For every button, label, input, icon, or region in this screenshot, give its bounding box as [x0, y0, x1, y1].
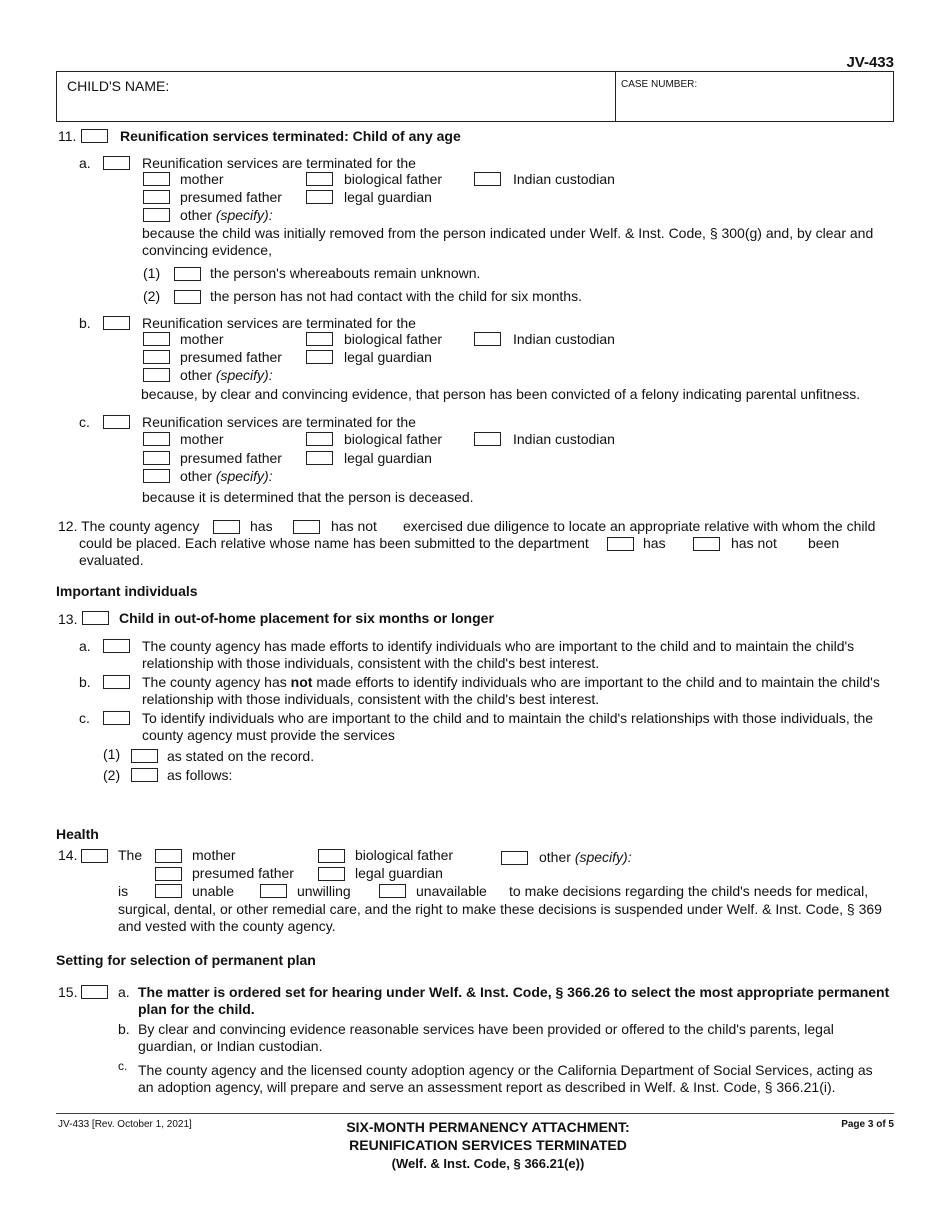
item-11a-legal-guardian-label: legal guardian	[344, 189, 432, 205]
item-11c-indian-custodian-checkbox[interactable]	[474, 432, 501, 446]
item-11b-legal-guardian-checkbox[interactable]	[306, 350, 333, 364]
item-14-mother-label: mother	[192, 847, 236, 863]
item-12-dept-has-checkbox[interactable]	[607, 537, 634, 551]
item-11c-other-checkbox[interactable]	[143, 469, 170, 483]
item-11a-presumed-father-checkbox[interactable]	[143, 190, 170, 204]
item-15c-text: The county agency and the licensed county adoption agency or the California Department of Social Services, acting as an adoption agency, will prepare and serve an assessment report as described in Welf. & Inst. Code, § 366.21(i).	[138, 1062, 873, 1095]
item-11b-indian-custodian-label: Indian custodian	[513, 331, 615, 347]
item-11-number: 11.	[58, 128, 77, 144]
item-15b-letter: b.	[118, 1021, 130, 1037]
item-12-text2: exercised due diligence to locate an appropriate relative with whom the child	[403, 518, 876, 534]
item-11a-letter: a.	[79, 155, 91, 171]
item-11a1-number: (1)	[143, 265, 161, 281]
item-14-text3: and vested with the county agency.	[118, 918, 336, 934]
item-13c2-text: as follows:	[167, 767, 233, 783]
item-11c-intro: Reunification services are terminated for the	[142, 414, 416, 430]
item-12-agency-has-not-checkbox[interactable]	[293, 520, 320, 534]
item-11a-other-label: other (specify):	[180, 207, 273, 223]
item-14-unable-checkbox[interactable]	[155, 884, 182, 898]
item-13-number: 13.	[58, 611, 78, 627]
item-13c2-checkbox[interactable]	[131, 768, 158, 782]
item-12-been: been	[808, 535, 840, 551]
item-14-unwilling-label: unwilling	[297, 883, 351, 899]
footer-title-line3: (Welf. & Inst. Code, § 366.21(e))	[391, 1156, 585, 1171]
item-11a-because: because the child was initially removed from the person indicated under Welf. & Inst. Code, § 300(g) and, by clear and convincing evidence,	[142, 225, 874, 258]
item-11b-other-checkbox[interactable]	[143, 368, 170, 382]
item-12-text3: could be placed. Each relative whose name has been submitted to the department	[79, 535, 589, 551]
item-13b-letter: b.	[79, 674, 91, 690]
footer-revision: JV-433 [Rev. October 1, 2021]	[58, 1119, 192, 1130]
item-13a-checkbox[interactable]	[103, 639, 130, 653]
item-11a2-checkbox[interactable]	[174, 290, 201, 304]
item-11a2-text: the person has not had contact with the child for six months.	[210, 288, 582, 304]
item-11c-presumed-father-checkbox[interactable]	[143, 451, 170, 465]
item-11b-bio-father-checkbox[interactable]	[306, 332, 333, 346]
item-11c-bio-father-checkbox[interactable]	[306, 432, 333, 446]
item-14-text1: to make decisions regarding the child's needs for medical,	[509, 883, 869, 899]
case-number-label: CASE NUMBER:	[621, 79, 698, 90]
item-11a-intro: Reunification services are terminated for the	[142, 155, 416, 171]
footer-page-number: Page 3 of 5	[841, 1119, 894, 1130]
item-15a-letter: a.	[118, 984, 130, 1000]
item-13b-text: The county agency has not made efforts to identify individuals who are important to the child and to maintain the child's relationship with those individuals, consistent with the child's best interest.	[142, 674, 880, 707]
item-11b-presumed-father-label: presumed father	[180, 349, 282, 365]
item-13c1-text: as stated on the record.	[167, 748, 315, 764]
item-11a-indian-custodian-checkbox[interactable]	[474, 172, 501, 186]
item-14-mother-checkbox[interactable]	[155, 849, 182, 863]
item-12-agency-has-label: has	[250, 518, 273, 534]
item-11b-bio-father-label: biological father	[344, 331, 443, 347]
item-11b-legal-guardian-label: legal guardian	[344, 349, 432, 365]
item-11c-other-label: other (specify):	[180, 468, 273, 484]
item-11b-other-label: other (specify):	[180, 367, 273, 383]
item-12-dept-has-not-checkbox[interactable]	[693, 537, 720, 551]
item-12-dept-has-label: has	[643, 535, 666, 551]
item-14-number: 14.	[58, 847, 78, 863]
item-11a-bio-father-label: biological father	[344, 171, 443, 187]
item-12-dept-has-not-label: has not	[731, 535, 777, 551]
item-13a-letter: a.	[79, 638, 91, 654]
item-14-bio-father-checkbox[interactable]	[318, 849, 345, 863]
item-13c-letter: c.	[79, 710, 90, 726]
form-id: JV-433	[846, 54, 894, 71]
item-11c-letter: c.	[79, 414, 90, 430]
footer-rule	[56, 1113, 894, 1114]
important-individuals-heading: Important individuals	[56, 583, 198, 599]
item-11c-bio-father-label: biological father	[344, 431, 443, 447]
item-12-line1: 12. The county agency	[58, 518, 200, 534]
item-11b-letter: b.	[79, 315, 91, 331]
item-13-title: Child in out-of-home placement for six months or longer	[119, 610, 494, 626]
item-11b-checkbox[interactable]	[103, 316, 130, 330]
item-14-unwilling-checkbox[interactable]	[260, 884, 287, 898]
item-14-legal-guardian-label: legal guardian	[355, 865, 443, 881]
item-13c1-checkbox[interactable]	[131, 749, 158, 763]
item-11c-legal-guardian-label: legal guardian	[344, 450, 432, 466]
item-11b-intro: Reunification services are terminated for the	[142, 315, 416, 331]
item-14-unable-label: unable	[192, 883, 235, 899]
item-11a-other-checkbox[interactable]	[143, 208, 170, 222]
item-13c1-number: (1)	[103, 746, 121, 762]
item-11a-checkbox[interactable]	[103, 156, 130, 170]
item-14-presumed-father-checkbox[interactable]	[155, 867, 182, 881]
permanent-plan-heading: Setting for selection of permanent plan	[56, 952, 316, 968]
item-15-checkbox[interactable]	[81, 985, 108, 999]
item-11-checkbox[interactable]	[81, 129, 108, 143]
item-11a-indian-custodian-label: Indian custodian	[513, 171, 615, 187]
item-13c-checkbox[interactable]	[103, 711, 130, 725]
item-15-number: 15.	[58, 984, 78, 1000]
item-15c-letter: c.	[118, 1059, 128, 1073]
item-11-title: Reunification services terminated: Child of any age	[120, 128, 461, 144]
item-11a2-number: (2)	[143, 288, 161, 304]
item-14-legal-guardian-checkbox[interactable]	[318, 867, 345, 881]
item-13a-text: The county agency has made efforts to identify individuals who are important to the child and to maintain the child's relationship with those individuals, consistent with the child's best interest.	[142, 638, 855, 671]
item-14-the: The	[118, 847, 143, 863]
item-11c-presumed-father-label: presumed father	[180, 450, 282, 466]
item-11a-mother-checkbox[interactable]	[143, 172, 170, 186]
item-11c-mother-label: mother	[180, 431, 224, 447]
health-heading: Health	[56, 826, 99, 842]
item-14-text2: surgical, dental, or other remedial care, and the right to make these decisions is suspended under Welf. & Inst. Code, § 369	[118, 901, 882, 917]
item-14-other-checkbox[interactable]	[501, 851, 528, 865]
item-11a1-text: the person's whereabouts remain unknown.	[210, 265, 481, 281]
item-12-evaluated: evaluated.	[79, 552, 144, 568]
item-11a1-checkbox[interactable]	[174, 267, 201, 281]
footer-title-line1: SIX-MONTH PERMANENCY ATTACHMENT:	[346, 1119, 630, 1135]
item-15b-text: By clear and convincing evidence reasonable services have been provided or offered to the child's parents, legal guardian, or Indian custodian.	[138, 1021, 834, 1054]
item-11a-legal-guardian-checkbox[interactable]	[306, 190, 333, 204]
childs-name-label: CHILD'S NAME:	[67, 78, 170, 94]
footer-title-line2: REUNIFICATION SERVICES TERMINATED	[349, 1137, 627, 1153]
item-14-is: is	[118, 883, 129, 899]
item-11a-bio-father-checkbox[interactable]	[306, 172, 333, 186]
item-14-other-label: other (specify):	[539, 849, 632, 865]
item-11c-mother-checkbox[interactable]	[143, 432, 170, 446]
item-11a-presumed-father-label: presumed father	[180, 189, 282, 205]
item-11a-mother-label: mother	[180, 171, 224, 187]
item-14-unavailable-label: unavailable	[416, 883, 487, 899]
item-11b-presumed-father-checkbox[interactable]	[143, 350, 170, 364]
item-14-checkbox[interactable]	[81, 849, 108, 863]
item-13b-checkbox[interactable]	[103, 675, 130, 689]
item-13-checkbox[interactable]	[82, 611, 109, 625]
item-12-agency-has-checkbox[interactable]	[213, 520, 240, 534]
item-11c-legal-guardian-checkbox[interactable]	[306, 451, 333, 465]
item-11b-because: because, by clear and convincing evidence, that person has been convicted of a felony indicating parental unfitness.	[141, 386, 861, 402]
item-14-unavailable-checkbox[interactable]	[379, 884, 406, 898]
item-11b-mother-checkbox[interactable]	[143, 332, 170, 346]
item-14-presumed-father-label: presumed father	[192, 865, 294, 881]
header-box	[56, 71, 894, 122]
item-11c-indian-custodian-label: Indian custodian	[513, 431, 615, 447]
item-11b-mother-label: mother	[180, 331, 224, 347]
item-13c2-number: (2)	[103, 767, 121, 783]
item-11b-indian-custodian-checkbox[interactable]	[474, 332, 501, 346]
item-11c-because: because it is determined that the person is deceased.	[142, 489, 474, 505]
item-14-bio-father-label: biological father	[355, 847, 454, 863]
item-13c-text: To identify individuals who are important to the child and to maintain the child's relationships with those individuals, the county agency must provide the services	[142, 710, 874, 743]
item-15a-text: The matter is ordered set for hearing under Welf. & Inst. Code, § 366.26 to select the most appropriate permanent plan for the child.	[138, 984, 890, 1017]
item-11c-checkbox[interactable]	[103, 415, 130, 429]
item-12-agency-has-not-label: has not	[331, 518, 377, 534]
